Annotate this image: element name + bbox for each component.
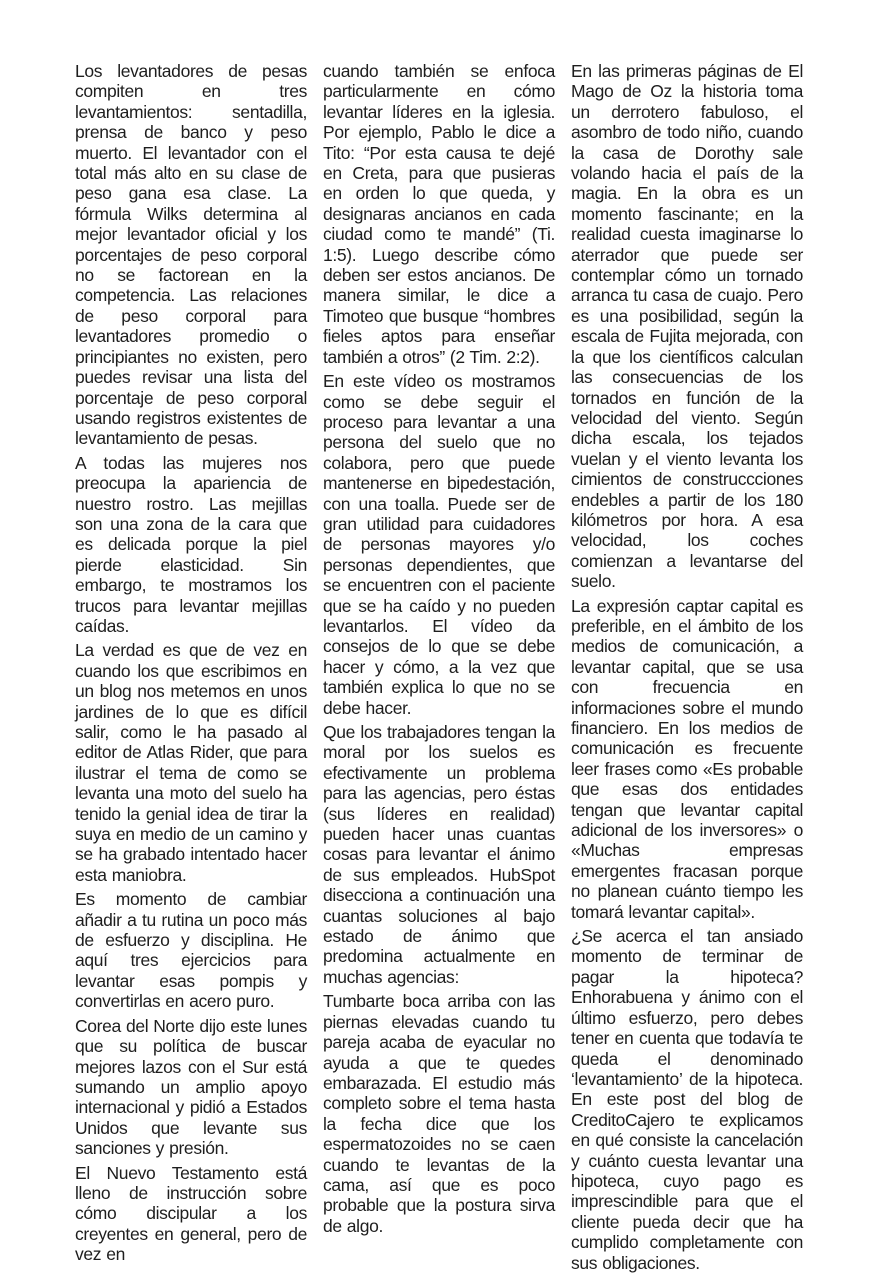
paragraph: Tumbarte boca arriba con las piernas elevadas cuando tu pareja acaba de eyacular no ayuda a que te quedes embarazada. El estudio más completo sobre el tema hasta la fecha dice que los espermatozoides no se caen cuando te levantas de la cama, así que es poco probable que la postura sirva de algo.	[323, 991, 555, 1236]
paragraph: En este vídeo os mostramos como se debe seguir el proceso para levantar a una persona del suelo que no colabora, pero que puede mantenerse en bipedestación, con una toalla. Puede ser de gran utilidad para cuidadores de personas mayores y/o personas dependientes, que se encuentren con el paciente que se ha caído y no pueden levantarlos. El vídeo da consejos de lo que se debe hacer y cómo, a la vez que también explica lo que no se debe hacer.	[323, 371, 555, 718]
paragraph: La verdad es que de vez en cuando los que escribimos en un blog nos metemos en unos jardines de lo que es difícil salir, como le ha pasado al editor de Atlas Rider, que para ilustrar el tema de como se levanta una moto del suelo ha tenido la genial idea de tirar la suya en medio de un camino y se ha grabado intentado hacer esta maniobra.	[75, 640, 307, 885]
paragraph: La expresión captar capital es preferible, en el ámbito de los medios de comunicación, a levantar capital, que se usa con frecuencia en informaciones sobre el mundo financiero. En los medios de comunicación es frecuente leer frases como «Es probable que esas dos entidades tengan que levantar capital adicional de los inversores» o «Muchas empresas emergentes fracasan porque no planean cuánto tiempo les tomará levantar capital».	[571, 595, 803, 922]
paragraph: En las primeras páginas de El Mago de Oz la historia toma un derrotero fabuloso, el asombro de todo niño, cuando la casa de Dorothy sale volando hacia el país de la magia. En la obra es un momento fascinante; en la realidad cuesta imaginarse lo aterrador que puede ser contemplar cómo un tornado arranca tu casa de cuajo. Pero es una posibilidad, según la escala de Fujita mejorada, con la que los científicos calculan las consecuencias de los tornados en función de la velocidad del viento. Según dicha escala, los tejados vuelan y el viento levanta los cimientos de construccciones endebles a partir de los 180 kilómetros por hora. A esa velocidad, los coches comienzan a levantarse del suelo.	[571, 61, 803, 592]
text-column-3	[571, 61, 803, 1277]
paragraph: Los levantadores de pesas compiten en tres levantamientos: sentadilla, prensa de banco y peso muerto. El levantador con el total más alto en su clase de peso gana esa clase. La fórmula Wilks determina al mejor levantador oficial y los porcentajes de peso corporal no se factorean en la competencia. Las relaciones de peso corporal para levantadores promedio o principiantes no existen, pero puedes revisar una lista del porcentaje de peso corporal usando registros existentes de levantamiento de pesas.	[75, 61, 307, 449]
paragraph: Es momento de cambiar añadir a tu rutina un poco más de esfuerzo y disciplina. He aquí tres ejercicios para levantar esas pompis y convertirlas en acero puro.	[75, 889, 307, 1012]
paragraph-continued: El Nuevo Testamento está lleno de instrucción sobre cómo discipular a los creyentes en general, pero de vez en	[75, 1162, 307, 1265]
paragraph: Corea del Norte dijo este lunes que su política de buscar mejores lazos con el Sur está sumando un amplio apoyo internacional y pidió a Estados Unidos que levante sus sanciones y presión.	[75, 1015, 307, 1159]
column-layout	[75, 61, 805, 1277]
paragraph: A todas las mujeres nos preocupa la apariencia de nuestro rostro. Las mejillas son una zona de la cara que es delicada porque la piel pierde elasticidad. Sin embargo, te mostramos los trucos para levantar mejillas caídas.	[75, 452, 307, 636]
paragraph: Que los trabajadores tengan la moral por los suelos es efectivamente un problema para las agencias, pero éstas (sus líderes en realidad) pueden hacer unas cuantas cosas para levantar el ánimo de sus empleados. HubSpot disecciona a continuación una cuantas soluciones al bajo estado de ánimo que predomina actualmente en muchas agencias:	[323, 722, 555, 987]
paragraph-continuation: cuando también se enfoca particularmente en cómo levantar líderes en la iglesia. Por ejemplo, Pablo le dice a Tito: “Por esta causa te dejé en Creta, para que pusieras en orden lo que queda, y designaras ancianos en cada ciudad como te mandé” (Ti. 1:5). Luego describe cómo deben ser estos ancianos. De manera similar, le dice a Timoteo que busque “hombres fieles aptos para enseñar también a otros” (2 Tim. 2:2).	[323, 61, 555, 367]
text-column-2	[323, 61, 555, 1277]
paragraph: ¿Se acerca el tan ansiado momento de terminar de pagar la hipoteca? Enhorabuena y ánimo con el último esfuerzo, pero debes tener en cuenta que todavía te queda el denominado ‘levantamiento’ de la hipoteca. En este post del blog de CreditoCajero te explicamos en qué consiste la cancelación y cuánto cuesta levantar una hipoteca, cuyo pago es imprescindible para que el cliente pueda decir que ha cumplido completamente con sus obligaciones.	[571, 926, 803, 1273]
text-column-1	[75, 61, 307, 1277]
